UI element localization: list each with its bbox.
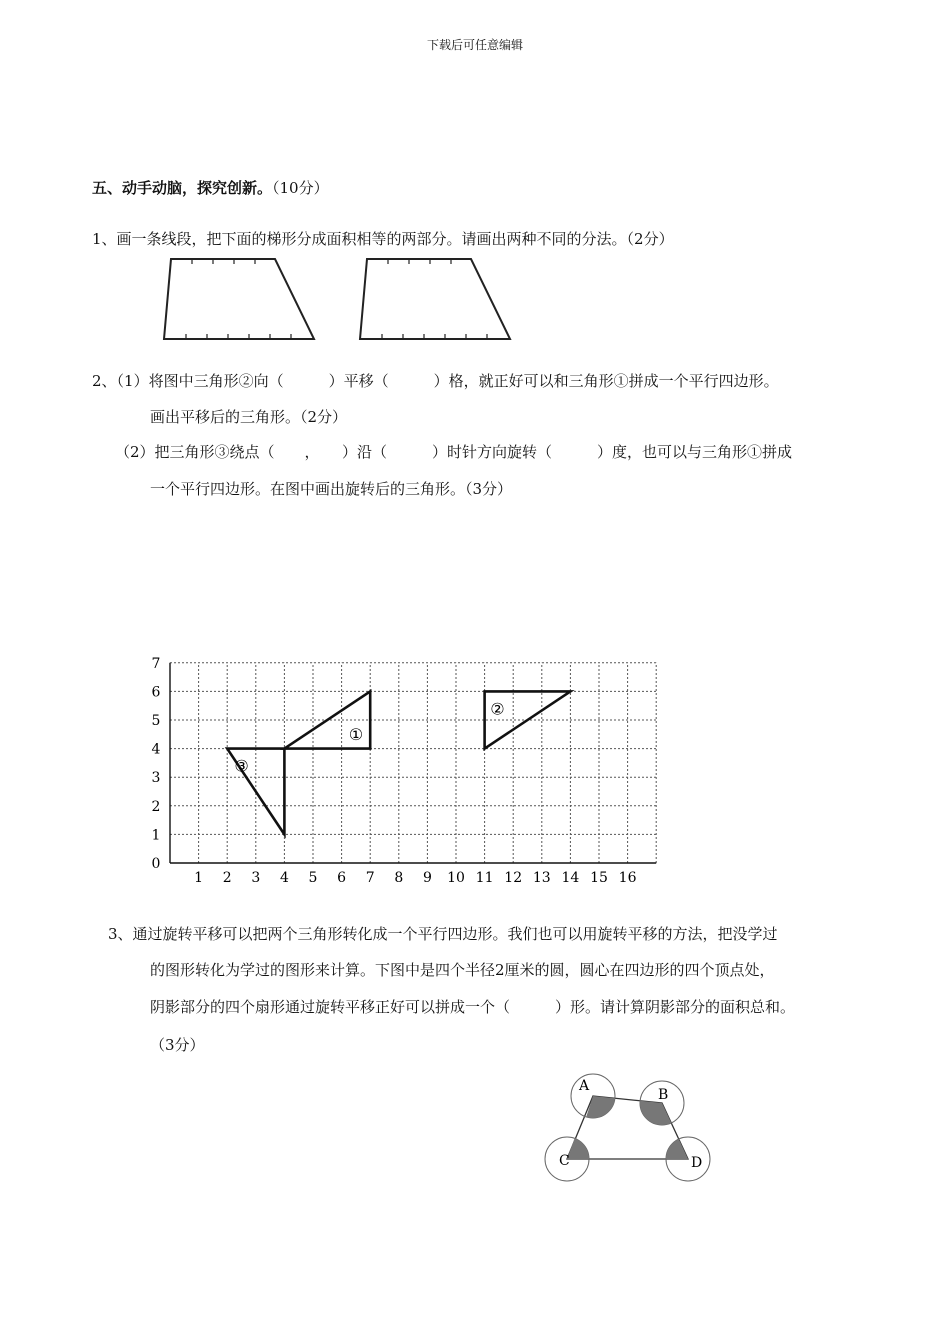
x-tick-label: 9	[422, 870, 432, 886]
triangle-3-label: ③	[234, 756, 249, 776]
y-tick-label: 0	[151, 856, 161, 872]
trapezoid-figure-1	[160, 255, 320, 345]
x-tick-label: 3	[251, 870, 261, 886]
y-tick-label: 5	[151, 713, 161, 729]
question-2-line-4: 一个平行四边形。在图中画出旋转后的三角形。（3分）	[150, 480, 513, 498]
x-tick-label: 10	[447, 870, 465, 886]
page-header: 下载后可任意编辑	[426, 38, 523, 52]
section-title	[92, 177, 329, 198]
x-tick-label: 6	[337, 870, 347, 886]
question-3-line-3: 阴影部分的四个扇形通过旋转平移正好可以拼成一个（ ）形。请计算阴影部分的面积总和。	[150, 998, 796, 1016]
triangle-2-label: ②	[490, 699, 505, 719]
section-points: （10分）	[272, 179, 329, 197]
circles-quadrilateral-figure	[545, 1070, 720, 1185]
question-3-line-4: （3分）	[150, 1036, 205, 1054]
question-3-line-1: 3、通过旋转平移可以把两个三角形转化成一个平行四边形。我们也可以用旋转平移的方法，把没学过	[108, 925, 778, 943]
section-title-text: 五、动手动脑，探究创新。	[92, 179, 273, 197]
question-2-line-1: 2、（1）将图中三角形②向（ ）平移（ ）格，就正好可以和三角形①拼成一个平行四边形。	[92, 372, 779, 390]
x-tick-label: 16	[618, 870, 637, 886]
x-tick-label: 4	[279, 870, 289, 886]
x-tick-label: 5	[308, 870, 318, 886]
x-tick-label: 11	[475, 870, 494, 886]
vertex-label-b: B	[658, 1087, 669, 1103]
question-2-line-3: （2）把三角形③绕点（ ， ）沿（ ）时针方向旋转（ ）度，也可以与三角形①拼成	[115, 443, 793, 461]
y-tick-label: 4	[151, 741, 161, 758]
vertex-label-a: A	[579, 1078, 590, 1094]
y-tick-label: 6	[151, 684, 161, 701]
x-tick-label: 7	[365, 870, 375, 886]
x-tick-label: 13	[532, 870, 551, 886]
x-tick-label: 14	[561, 870, 580, 886]
vertex-label-d: D	[691, 1155, 703, 1171]
vertex-label-c: C	[559, 1153, 570, 1169]
y-tick-label: 7	[151, 655, 161, 672]
trapezoid-figure-2	[356, 255, 516, 345]
y-tick-label: 1	[151, 827, 161, 844]
x-tick-label: 1	[194, 870, 204, 886]
x-tick-label: 2	[222, 870, 232, 886]
x-tick-label: 8	[394, 870, 404, 886]
x-tick-label: 12	[504, 870, 523, 886]
coordinate-grid	[140, 650, 680, 890]
triangle-1-label: ①	[348, 725, 364, 745]
question-2-line-2: 画出平移后的三角形。（2分）	[150, 408, 348, 426]
question-1-text: 1、画一条线段，把下面的梯形分成面积相等的两部分。请画出两种不同的分法。（2分）	[92, 230, 674, 248]
question-3-line-2: 的图形转化为学过的图形来计算。下图中是四个半径2厘米的圆，圆心在四边形的四个顶点处，	[150, 961, 775, 979]
y-tick-label: 2	[151, 798, 161, 815]
y-tick-label: 3	[151, 770, 161, 787]
x-tick-label: 15	[590, 870, 608, 886]
